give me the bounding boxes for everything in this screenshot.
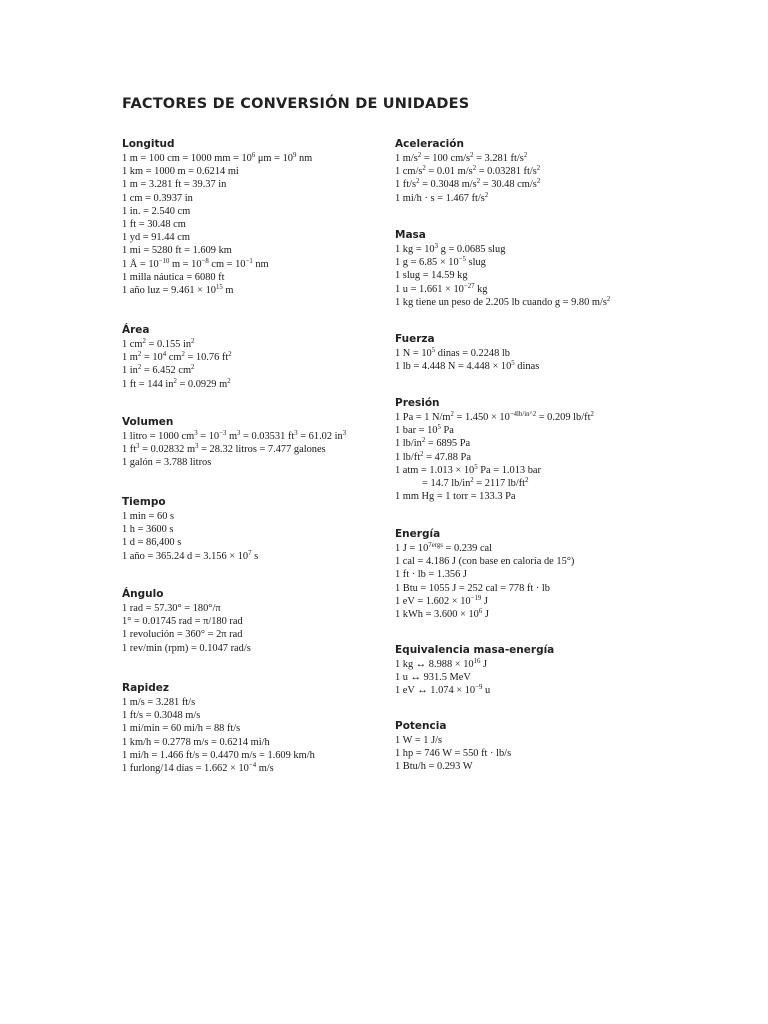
section-angulo (122, 587, 251, 655)
section-title: Equivalencia masa-energía (395, 644, 555, 656)
conversion-line: 1 milla náutica = 6080 ft (122, 271, 225, 283)
conversion-line: 1 cal = 4.186 J (con base en caloría de 15°) (395, 556, 575, 568)
section-volumen (122, 415, 346, 470)
conversion-line: = 14.7 $lb/in^2 = 2117$ $lb/ft^2$ (422, 477, 529, 490)
conversion-line: 1 h = 3600 s (122, 524, 174, 536)
section-title: Fuerza (395, 333, 435, 345)
section-equivalencia (395, 643, 554, 698)
section-title: Potencia (395, 720, 447, 732)
conversion-line: 1 min = 60 s (122, 511, 175, 522)
section-title: Volumen (122, 416, 174, 428)
conversion-line: 1° = 0.01745 rad = π/180 rad (122, 616, 243, 628)
section-tiempo (122, 495, 258, 563)
section-aceleracion (395, 137, 540, 205)
conversion-line: 1 in. = 2.540 cm (122, 205, 191, 217)
section-longitud (122, 137, 312, 297)
conversion-line: 1 ft/s = 0.3048 m/s (122, 710, 201, 722)
conversion-line: 1 Btu/h = 0.293 W (395, 761, 473, 773)
conversion-line: 1 eV ↔ $1.074 \times 10^{-9}$ u (395, 684, 491, 697)
section-title: Presión (395, 397, 440, 409)
conversion-line: 1 $J = 10^{7ergs} = 0.239$ cal (395, 542, 493, 554)
conversion-line: 1 mi/h = 1.466 ft/s = 0.4470 m/s = 1.609 km/h (122, 749, 315, 761)
conversion-line: 1 atm = $1.013 \times 10^5$ Pa = 1.013 bar (395, 463, 541, 476)
conversion-line: 1 Å = $10^{-10}$ $m = 10^{-8}$ cm = $10^{-1}$ nm (122, 257, 269, 270)
conversion-line: 1 W = 1 J/s (395, 735, 443, 746)
conversion-line: 1 Pa = 1 $N/m^2 = 1.450 \times 10^{-4lb/in\^{}2} = 0.209$ $lb/ft^2$ (395, 411, 594, 423)
conversion-line: 1 km/h = 0.2778 m/s = 0.6214 mi/h (122, 736, 270, 748)
conversion-line: 1 mi = 5280 ft = 1.609 km (122, 245, 232, 257)
section-title: Aceleración (395, 138, 464, 150)
conversion-line: 1 $ft/s^2 = 0.3048$ $m/s^2 = 30.48$ $cm/s^2$ (395, 178, 541, 191)
conversion-line: 1 m/s = 3.281 ft/s (122, 697, 196, 708)
section-title: Área (122, 324, 150, 336)
section-masa (395, 228, 610, 309)
conversion-line: 1 $cm/s^2 = 0.01$ $m/s^2 = 0.03281$ $ft/s^2$ (395, 165, 541, 178)
conversion-line: 1 $cm^2 = 0.155$ $in^2$ (122, 338, 195, 350)
conversion-line: 1 yd = 91.44 cm (122, 232, 190, 244)
conversion-line: 1 cm = 0.3937 in (122, 192, 193, 204)
section-presion (395, 396, 594, 503)
section-title: Masa (395, 229, 426, 241)
conversion-line: 1 slug = 14.59 kg (395, 270, 468, 282)
conversion-line: 1 $N = 10^5$ dinas = 0.2248 lb (395, 347, 510, 359)
conversion-line: 1 año luz = $9.461 \times 10^{15}$ m (122, 284, 234, 297)
conversion-line: 1 $lb/ft^2 = 47.88$ Pa (395, 450, 471, 463)
section-title: Ángulo (122, 588, 164, 600)
conversion-line: 1 revolución = 360° = 2π rad (122, 629, 243, 641)
conversion-line: 1 $lb/in^2 = 6895$ Pa (395, 437, 471, 450)
conversion-line: 1 rad = 57.30° = 180°/π (122, 603, 221, 614)
conversion-line: 1 km = 1000 m = 0.6214 mi (122, 166, 239, 178)
section-potencia (395, 719, 511, 774)
conversion-line: 1 $m^2 = 10^4$ $cm^2 = 10.76$ $ft^2$ (122, 351, 232, 364)
conversion-line: 1 rev/min (rpm) = 0.1047 rad/s (122, 642, 251, 654)
page-title: FACTORES DE CONVERSIÓN DE UNIDADES (122, 96, 470, 112)
conversion-line: 1 $u = 1.661 \times 10^{-27}$ kg (395, 282, 488, 295)
conversion-line: 1 ft = 30.48 cm (122, 219, 186, 231)
conversion-line: 1 kg ↔ $8.988 \times 10^{16}$ J (395, 658, 488, 670)
conversion-line: 1 litro = 1000 $cm^3 = 10^{-3}$ $m^3 = 0.03531$ $ft^3 = 61.02$ $in^3$ (122, 430, 347, 442)
section-fuerza (395, 332, 539, 373)
conversion-line: 1 $in^2 = 6.452$ $cm^2$ (122, 364, 195, 377)
conversion-line: 1 $g = 6.85 \times 10^{-5}$ slug (395, 256, 486, 269)
conversion-line: 1 Btu = 1055 J = 252 cal = 778 ft · lb (395, 582, 550, 594)
conversion-line: 1 mm Hg = 1 torr = 133.3 Pa (395, 491, 516, 503)
conversion-line: 1 m = 100 cm = 1000 mm = $10^6$ $\mu m = 10^9$ nm (122, 152, 313, 164)
conversion-line: 1 $ft^3 = 0.02832$ $m^3 = 28.32$ litros = 7.477 galones (122, 443, 326, 456)
section-title: Tiempo (122, 496, 166, 508)
conversion-line: 1 hp = 746 W = 550 ft · lb/s (395, 748, 512, 760)
conversion-line: 1 $m/s^2 = 100$ $cm/s^2 = 3.281$ $ft/s^2$ (395, 152, 528, 164)
section-area (122, 323, 232, 391)
conversion-line: 1 mi/h · s = 1.467 $ft/s^2$ (395, 191, 489, 204)
conversion-line: 1 lb = 4.448 $N = 4.448 \times 10^5$ dinas (395, 360, 540, 373)
conversion-line: 1 mi/min = 60 mi/h = 88 ft/s (122, 723, 241, 735)
section-rapidez (122, 681, 315, 775)
conversion-line: 1 ft · lb = 1.356 J (395, 569, 467, 581)
conversion-line: 1 año = 365.24 $d = 3.156 \times 10^7$ s (122, 549, 259, 562)
conversion-line: 1 eV = $1.602 \times 10^{-19}$ J (395, 594, 488, 607)
conversion-line: 1 ft = 144 $in^2 = 0.0929$ $m^2$ (122, 377, 231, 390)
conversion-line: 1 kWh = $3.600 \times 10^6$ J (395, 608, 489, 621)
conversion-line: 1 m = 3.281 ft = 39.37 in (122, 179, 227, 191)
conversion-line: 1 kg = $10^3$ g = 0.0685 slug (395, 243, 506, 255)
section-energia (395, 527, 574, 621)
section-title: Rapidez (122, 682, 170, 694)
conversion-line: 1 galón = 3.788 litros (122, 457, 212, 469)
conversion-line: 1 d = 86,400 s (122, 537, 182, 549)
conversion-line: 1 kg tiene un peso de 2.205 lb cuando g = 9.80 $m/s^2$ (395, 295, 611, 308)
conversion-line: 1 u ↔ 931.5 MeV (395, 672, 471, 684)
conversion-line: 1 furlong/14 días = $1.662 \times 10^{-4}$ m/s (122, 762, 274, 775)
conversion-line: 1 bar = $10^5$ Pa (395, 424, 454, 437)
section-title: Longitud (122, 138, 175, 150)
section-title: Energía (395, 528, 441, 540)
